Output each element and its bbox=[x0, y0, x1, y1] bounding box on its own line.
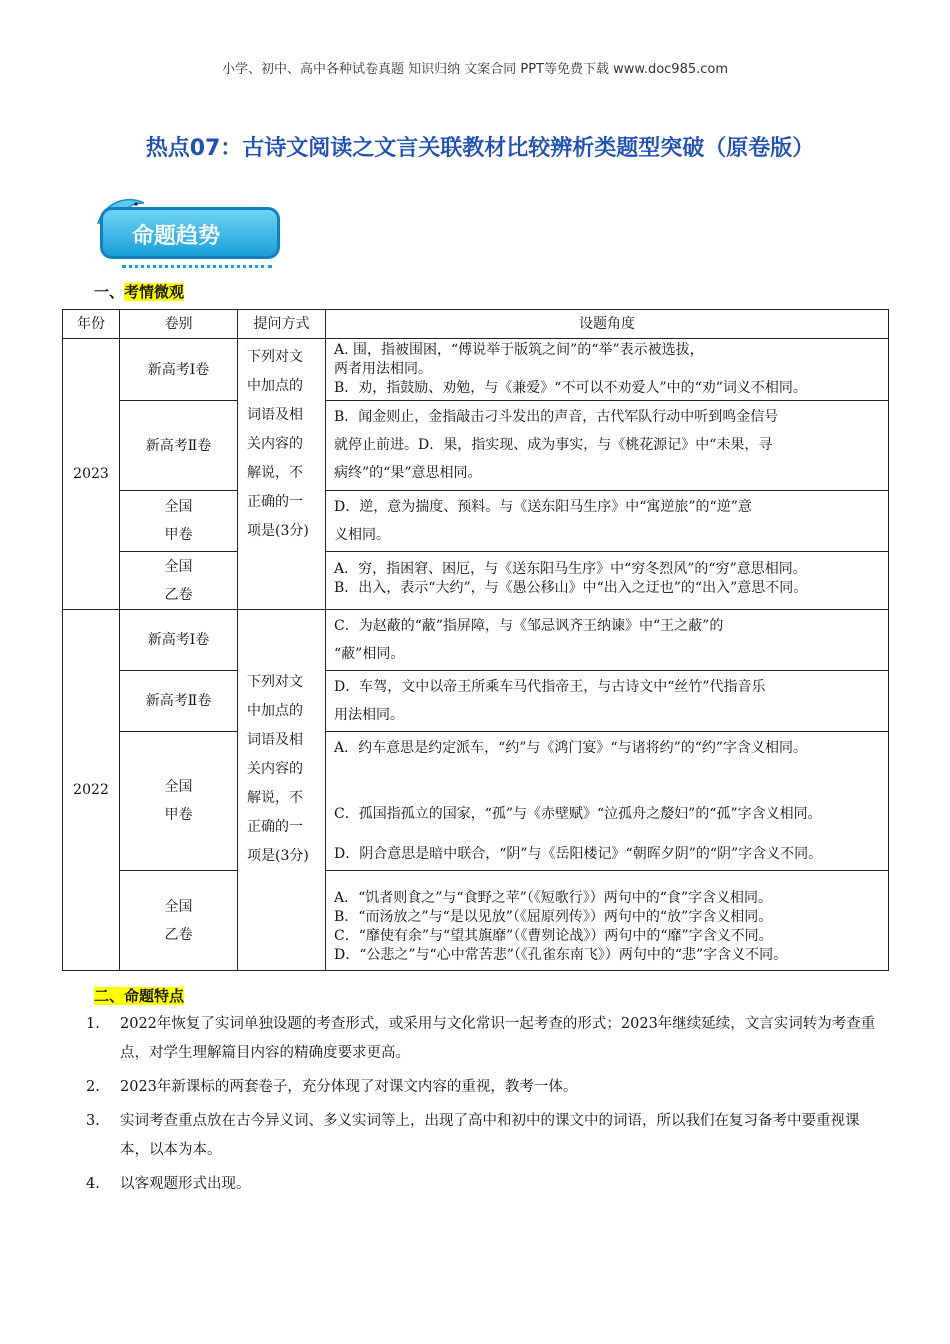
angle-cell bbox=[326, 401, 889, 491]
paper-cell: 新高考Ⅱ卷 bbox=[120, 671, 238, 732]
list-text: 以客观题形式出现。 bbox=[120, 1176, 251, 1192]
question-cell: 下列对文中加点的词语及相关内容的解说，不正确的一项是(3分) bbox=[238, 339, 326, 610]
year-cell: 2023 bbox=[63, 339, 120, 610]
angle-cell bbox=[326, 671, 889, 732]
angle-line: 病终”的“果”意思相同。 bbox=[334, 465, 482, 481]
list-number: 1. bbox=[86, 1016, 100, 1032]
list-text: 实词考查重点放在古今异义词、多义实词等上，出现了高中和初中的课文中的词语，所以我们在复习备考中要重视课本，以本为本。 bbox=[120, 1113, 860, 1158]
question-cell: 下列对文中加点的词语及相关内容的解说，不正确的一项是(3分) bbox=[238, 610, 326, 971]
angle-cell bbox=[326, 552, 889, 610]
page-header: 小学、初中、高中各种试卷真题 知识归纳 文案合同 PPT等免费下载 www.doc985.com bbox=[221, 62, 729, 77]
list-number: 3. bbox=[86, 1113, 100, 1129]
angle-line: A．约车意思是约定派车，“约”与《鸿门宴》“与诸将约”的“约”字含义相同。 bbox=[334, 740, 808, 756]
paper-cell: 全国 乙卷 bbox=[120, 552, 238, 610]
angle-line: B．闻金则止，金指敲击刁斗发出的声音，古代军队行动中听到鸣金信号 bbox=[334, 409, 779, 425]
list-text: 2023年新课标的两套卷子，充分体现了对课文内容的重视，教考一体。 bbox=[120, 1079, 578, 1095]
table-header-row bbox=[63, 310, 889, 339]
paper-cell: 全国 甲卷 bbox=[120, 732, 238, 871]
table-row bbox=[63, 339, 889, 401]
angle-cell bbox=[326, 610, 889, 671]
table-row bbox=[63, 401, 889, 491]
list-item bbox=[86, 1107, 876, 1165]
section-2-heading bbox=[94, 985, 184, 1006]
paper-cell: 新高考Ⅱ卷 bbox=[120, 401, 238, 491]
exam-table bbox=[62, 309, 889, 971]
list-number: 4. bbox=[86, 1176, 100, 1192]
list-item bbox=[86, 1010, 876, 1068]
list-item bbox=[86, 1073, 876, 1102]
table-header: 提问方式 bbox=[238, 310, 326, 339]
angle-line: B．劝，指鼓励、劝勉，与《兼爱》“不可以不劝爱人”中的“劝”词义不相同。 bbox=[334, 380, 807, 396]
list-item bbox=[86, 1170, 876, 1199]
table-row bbox=[63, 871, 889, 971]
angle-cell bbox=[326, 491, 889, 552]
section-2-label: 二、命题特点 bbox=[94, 987, 185, 1005]
angle-line: A．穷，指困窘、困厄，与《送东阳马生序》中“穷冬烈风”的“穷”意思相同。 bbox=[334, 561, 807, 577]
angle-line: B．出入，表示“大约”，与《愚公移山》中“出入之迂也”的“出入”意思不同。 bbox=[334, 580, 808, 596]
table-row bbox=[63, 732, 889, 871]
angle-cell bbox=[326, 871, 889, 971]
angle-line: C．孤国指孤立的国家，“孤”与《赤壁赋》“泣孤舟之嫠妇”的“孤”字含义相同。 bbox=[334, 806, 822, 822]
page-title: 热点07：古诗文阅读之文言关联教材比较辨析类题型突破（原卷版） bbox=[145, 136, 815, 161]
angle-line: D．逆，意为揣度、预料。与《送东阳马生序》中“寓逆旅”的“逆”意 bbox=[334, 499, 752, 515]
angle-line: 就停止前进。D．果，指实现、成为事实，与《桃花源记》中“未果，寻 bbox=[334, 437, 773, 453]
angle-line: A. 围，指被围困，“傅说举于版筑之间”的“举”表示被选拔， bbox=[334, 342, 704, 358]
angle-line: D．车驾，文中以帝王所乘车马代指帝王，与古诗文中“丝竹”代指音乐 bbox=[334, 679, 766, 695]
year-cell: 2022 bbox=[63, 610, 120, 971]
paper-cell: 全国 乙卷 bbox=[120, 871, 238, 971]
angle-line: C．为赵蔽的“蔽”指屏障，与《邹忌讽齐王纳谏》中“王之蔽”的 bbox=[334, 618, 724, 634]
badge-underline bbox=[122, 255, 272, 268]
section-1-prefix: 一、 bbox=[94, 283, 125, 301]
angle-line: D．“公悲之”与“心中常苦悲”（《孔雀东南飞》）两句中的“悲”字含义不同。 bbox=[334, 947, 788, 963]
table-row bbox=[63, 491, 889, 552]
angle-line: D．阴合意思是暗中联合，“阴”与《岳阳楼记》“朝晖夕阴”的“阴”字含义不同。 bbox=[334, 846, 823, 862]
list-text: 2022年恢复了实词单独设题的考查形式，或采用与文化常识一起考查的形式；2023年继续延续，文言实词转为考查重点，对学生理解篇目内容的精确度要求更高。 bbox=[120, 1016, 876, 1061]
angle-line: 用法相同。 bbox=[334, 707, 404, 723]
paper-cell: 新高考Ⅰ卷 bbox=[120, 610, 238, 671]
badge-label: 命题趋势 bbox=[132, 224, 221, 249]
section-1-heading bbox=[94, 281, 184, 302]
table-header: 卷别 bbox=[120, 310, 238, 339]
table-row bbox=[63, 552, 889, 610]
angle-line: 义相同。 bbox=[334, 527, 390, 543]
section-1-label: 考情微观 bbox=[124, 283, 185, 301]
angle-line: C．“靡使有余”与“望其旗靡”（《曹刿论战》）两句中的“靡”字含义不同。 bbox=[334, 928, 773, 944]
section-badge bbox=[92, 193, 288, 271]
table-row bbox=[63, 671, 889, 732]
angle-line: 两者用法相同。 bbox=[334, 361, 432, 377]
table-header: 年份 bbox=[63, 310, 120, 339]
paper-cell: 全国 甲卷 bbox=[120, 491, 238, 552]
angle-line: “蔽”相同。 bbox=[334, 646, 405, 662]
angle-cell bbox=[326, 732, 889, 871]
feature-list bbox=[86, 1010, 876, 1199]
paper-cell: 新高考Ⅰ卷 bbox=[120, 339, 238, 401]
angle-cell bbox=[326, 339, 889, 401]
angle-line: B．“而汤放之”与“是以见放”（《屈原列传》）两句中的“放”字含义相同。 bbox=[334, 909, 773, 925]
table-header: 设题角度 bbox=[326, 310, 889, 339]
list-number: 2. bbox=[86, 1079, 100, 1095]
table-row bbox=[63, 610, 889, 671]
angle-line: A．“饥者则食之”与“食野之苹”（《短歌行》）两句中的“食”字含义相同。 bbox=[334, 890, 773, 906]
